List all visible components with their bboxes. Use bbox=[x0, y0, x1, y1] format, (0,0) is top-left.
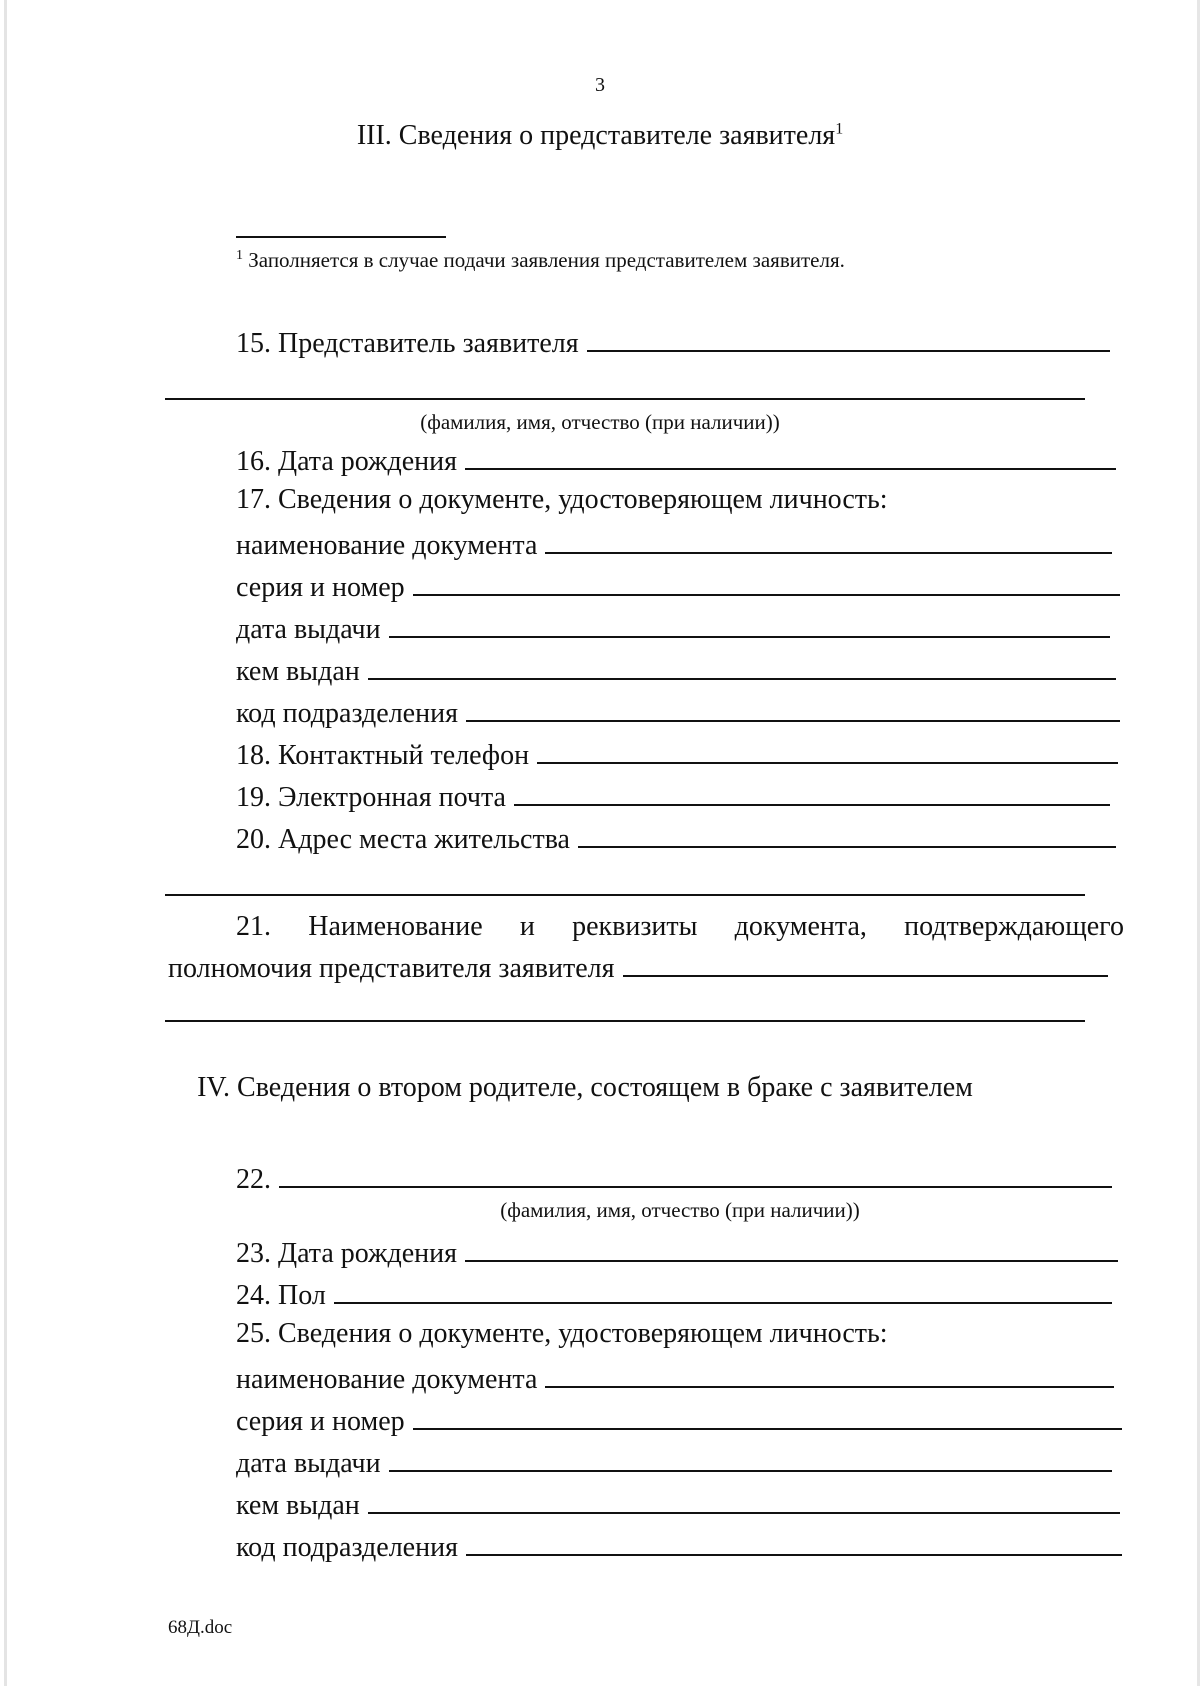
field-25-unit-code bbox=[236, 1528, 1122, 1564]
field-21-authority-doc bbox=[168, 906, 1124, 990]
series-label: серия и номер bbox=[236, 572, 405, 603]
field-15-continuation-line[interactable] bbox=[165, 398, 1085, 400]
field-21-input-line[interactable] bbox=[623, 949, 1108, 977]
series-input-line[interactable] bbox=[413, 568, 1120, 596]
field-20-address bbox=[236, 820, 1116, 856]
f21-word: реквизиты bbox=[572, 911, 698, 942]
field-25-series bbox=[236, 1402, 1122, 1438]
field-16-label: 16. Дата рождения bbox=[236, 446, 457, 477]
field-20-label: 20. Адрес места жительства bbox=[236, 824, 570, 855]
unit-code-input-line[interactable] bbox=[466, 694, 1120, 722]
field-25-issued-by bbox=[236, 1486, 1120, 1522]
field-18-label: 18. Контактный телефон bbox=[236, 740, 530, 771]
field-19-label: 19. Электронная почта bbox=[236, 782, 506, 813]
field-17-series bbox=[236, 568, 1120, 604]
field-20-input-line[interactable] bbox=[578, 820, 1116, 848]
doc-name-input-line[interactable] bbox=[545, 1360, 1114, 1388]
field-24-label: 24. Пол bbox=[236, 1280, 326, 1311]
footnote bbox=[236, 248, 845, 273]
issued-by-label: кем выдан bbox=[236, 656, 360, 687]
field-21-line-2 bbox=[168, 948, 1124, 990]
doc-name-input-line[interactable] bbox=[545, 526, 1112, 554]
field-25-id-doc bbox=[236, 1318, 1116, 1354]
issue-date-input-line[interactable] bbox=[389, 610, 1110, 638]
field-17-label: 17. Сведения о документе, удостоверяющем личность: bbox=[236, 484, 888, 515]
field-19-email bbox=[236, 778, 1110, 814]
field-21-label-cont: полномочия представителя заявителя bbox=[168, 953, 615, 984]
field-23-input-line[interactable] bbox=[465, 1234, 1118, 1262]
doc-name-label: наименование документа bbox=[236, 1364, 538, 1395]
field-16-birth-date bbox=[236, 442, 1116, 478]
field-15-input-line[interactable] bbox=[587, 324, 1110, 352]
section-4-title: IV. Сведения о втором родителе, состоящем в браке с заявителем bbox=[197, 1072, 973, 1103]
field-18-input-line[interactable] bbox=[537, 736, 1118, 764]
issued-by-label: кем выдан bbox=[236, 1490, 360, 1521]
field-25-issue-date bbox=[236, 1444, 1112, 1480]
field-22-input-line[interactable] bbox=[279, 1160, 1112, 1188]
field-23-birth-date bbox=[236, 1234, 1118, 1270]
field-22-label: 22. bbox=[236, 1164, 271, 1195]
f21-word: 21. bbox=[236, 911, 271, 942]
field-15-label: 15. Представитель заявителя bbox=[236, 328, 579, 359]
document-filename: 68Д.doc bbox=[168, 1617, 233, 1638]
issue-date-label: дата выдачи bbox=[236, 614, 381, 645]
field-17-issued-by bbox=[236, 652, 1116, 688]
issued-by-input-line[interactable] bbox=[368, 652, 1116, 680]
scan-edge-left bbox=[4, 0, 7, 1686]
field-18-phone bbox=[236, 736, 1118, 772]
field-21-line-1 bbox=[168, 906, 1124, 948]
section-3-title bbox=[0, 120, 1200, 152]
field-17-id-doc bbox=[236, 484, 1116, 520]
f21-word: документа, bbox=[734, 911, 867, 942]
field-20-continuation-line[interactable] bbox=[165, 894, 1085, 896]
fio-caption-22: (фамилия, имя, отчество (при наличии)) bbox=[500, 1198, 860, 1222]
unit-code-label: код подразделения bbox=[236, 1532, 458, 1563]
unit-code-label: код подразделения bbox=[236, 698, 458, 729]
issue-date-label: дата выдачи bbox=[236, 1448, 381, 1479]
issued-by-input-line[interactable] bbox=[368, 1486, 1120, 1514]
field-25-label: 25. Сведения о документе, удостоверяющем личность: bbox=[236, 1318, 888, 1349]
section-3-title-text: III. Сведения о представителе заявителя bbox=[356, 120, 836, 151]
field-21-continuation-line[interactable] bbox=[165, 1020, 1085, 1022]
field-17-unit-code bbox=[236, 694, 1120, 730]
field-25-doc-name bbox=[236, 1360, 1114, 1396]
field-17-issue-date bbox=[236, 610, 1110, 646]
field-24-input-line[interactable] bbox=[334, 1276, 1112, 1304]
field-17-doc-name bbox=[236, 526, 1112, 562]
footnote-mark: 1 bbox=[835, 120, 844, 138]
field-22-fio bbox=[236, 1160, 1112, 1196]
field-15-representative bbox=[236, 324, 1110, 360]
footnote-text: Заполняется в случае подачи заявления представителем заявителя. bbox=[248, 248, 845, 272]
fio-caption-15: (фамилия, имя, отчество (при наличии)) bbox=[420, 410, 780, 434]
footnote-number: 1 bbox=[236, 248, 243, 263]
f21-word: Наименование bbox=[308, 911, 483, 942]
field-16-input-line[interactable] bbox=[465, 442, 1116, 470]
series-input-line[interactable] bbox=[413, 1402, 1122, 1430]
issue-date-input-line[interactable] bbox=[389, 1444, 1112, 1472]
doc-name-label: наименование документа bbox=[236, 530, 538, 561]
series-label: серия и номер bbox=[236, 1406, 405, 1437]
f21-word: и bbox=[519, 911, 535, 942]
footnote-separator bbox=[236, 236, 446, 238]
unit-code-input-line[interactable] bbox=[466, 1528, 1122, 1556]
f21-word: подтверждающего bbox=[904, 911, 1124, 942]
field-23-label: 23. Дата рождения bbox=[236, 1238, 457, 1269]
page-number: 3 bbox=[595, 74, 605, 96]
field-19-input-line[interactable] bbox=[514, 778, 1110, 806]
field-24-sex bbox=[236, 1276, 1112, 1312]
